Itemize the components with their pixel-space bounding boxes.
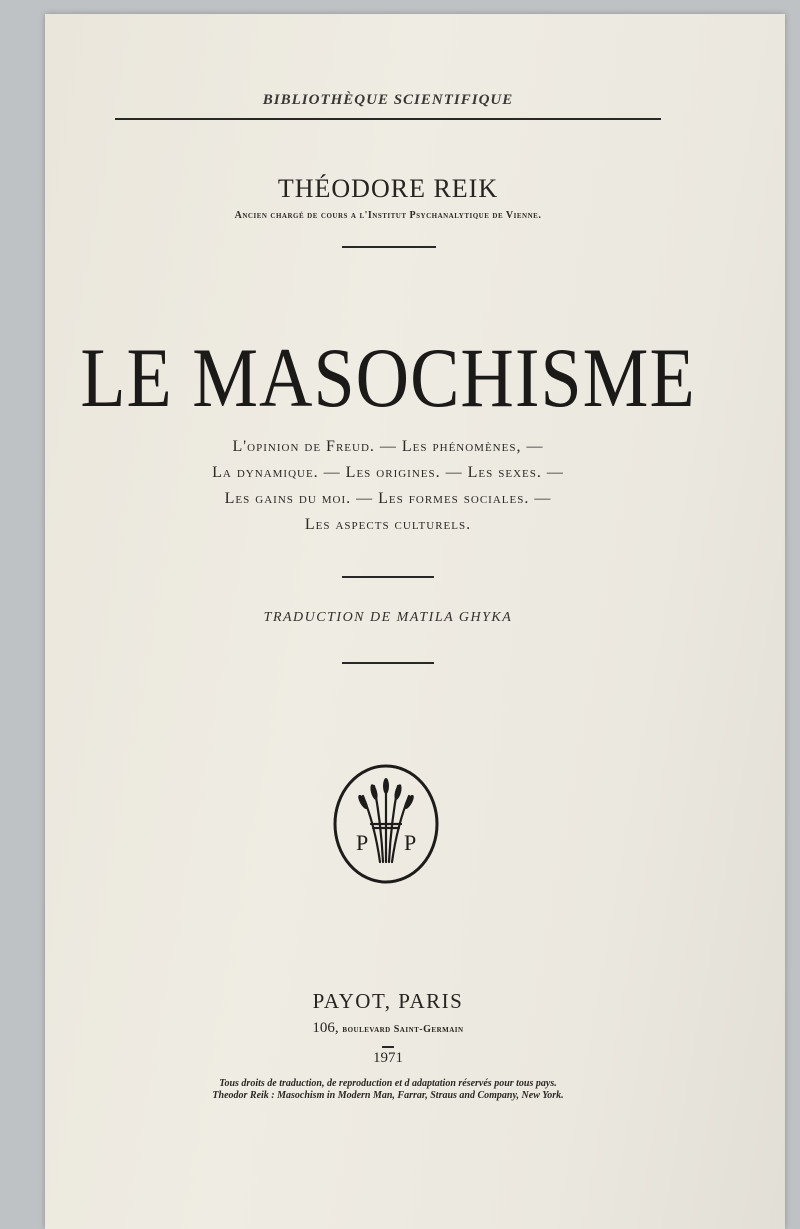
divider-rule bbox=[342, 576, 434, 578]
divider-rule bbox=[342, 246, 436, 248]
publisher-address bbox=[45, 1020, 731, 1037]
rights-line: Theodor Reik : Masochism in Modern Man, Farrar, Straus and Company, New York. bbox=[212, 1090, 564, 1101]
address-number: 106, bbox=[312, 1020, 339, 1036]
logo-letter-right: P bbox=[404, 830, 417, 855]
year-rule bbox=[382, 1046, 394, 1048]
wheat-sheaf-emblem-icon bbox=[331, 762, 441, 886]
contents-line: Les gains du moi. — Les formes sociales. — bbox=[224, 490, 552, 507]
publication-year: 1971 bbox=[373, 1050, 403, 1066]
author-name: THÉODORE REIK bbox=[277, 174, 499, 203]
contents-line: Les aspects culturels. bbox=[304, 516, 472, 533]
book-title: LE MASOCHISME bbox=[80, 331, 696, 426]
contents-line: L'opinion de Freud. — Les phénomènes, — bbox=[232, 438, 544, 455]
series-name: BIBLIOTHÈQUE SCIENTIFIQUE bbox=[262, 92, 514, 108]
translation-credit: TRADUCTION DE MATILA GHYKA bbox=[263, 610, 513, 625]
author-affiliation: Ancien chargé de cours a l'Institut Psychanalytique de Vienne. bbox=[234, 210, 542, 221]
logo-letter-left: P bbox=[356, 830, 369, 855]
divider-rule bbox=[342, 662, 434, 664]
series-rule bbox=[115, 118, 661, 120]
book-title-page bbox=[45, 14, 785, 1229]
rights-notice bbox=[45, 1078, 731, 1102]
publisher-name: PAYOT, PARIS bbox=[312, 989, 464, 1013]
rights-line: Tous droits de traduction, de reproduction et d adaptation réservés pour tous pays. bbox=[219, 1078, 557, 1089]
address-street: boulevard Saint-Germain bbox=[342, 1024, 464, 1035]
contents-summary bbox=[45, 434, 731, 538]
contents-line: La dynamique. — Les origines. — Les sexes. — bbox=[212, 464, 564, 481]
